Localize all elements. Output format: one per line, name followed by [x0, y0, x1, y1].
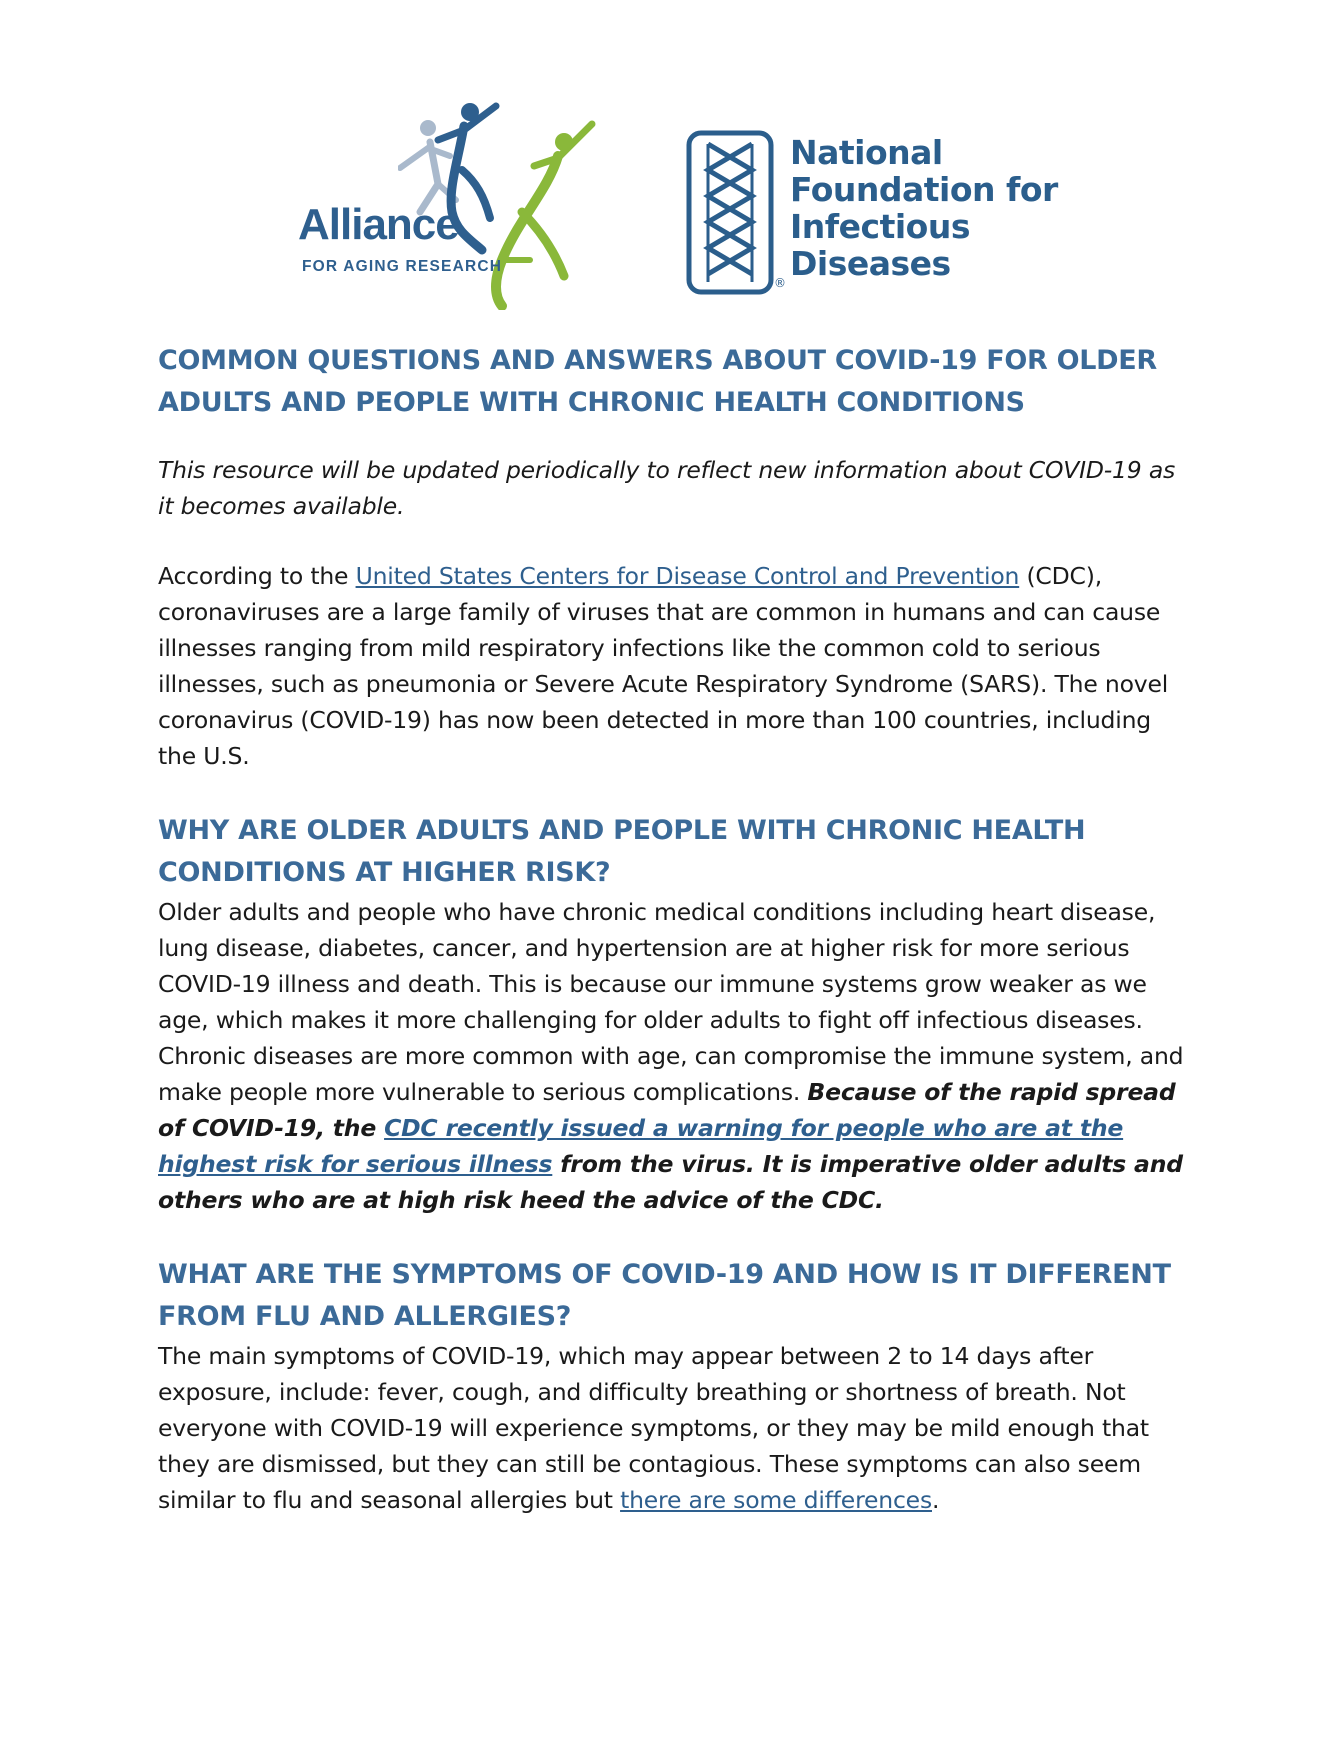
risk-paragraph [158, 894, 1188, 1218]
alliance-for-aging-research-logo [298, 100, 628, 310]
intro-paragraph [158, 558, 1188, 774]
risk-emphasis-start: Because of the rapid spread of COVID-19, the [158, 1078, 1176, 1142]
risk-text: Older adults and people who have chronic medical conditions including heart disease, lung disease, diabetes, cancer, and hypertension are at higher risk for more serious COVID-19 illness and death. This is because our immune systems grow weaker as we age, which makes it more challenging for older adults to fight off infectious diseases. Chronic diseases are more common with age, can compromise the immune system, and make people more vulnerable to serious complications. [158, 898, 1184, 1106]
nfid-wordmark [790, 134, 1058, 282]
page-title: COMMON QUESTIONS AND ANSWERS ABOUT COVID-19 FOR OLDER ADULTS AND PEOPLE WITH CHRONIC HEALTH CONDITIONS [158, 345, 1157, 418]
section-heading-risk: WHY ARE OLDER ADULTS AND PEOPLE WITH CHRONIC HEALTH CONDITIONS AT HIGHER RISK? [158, 815, 1086, 888]
symptoms-paragraph [158, 1338, 1188, 1518]
alliance-wordmark: Alliance [298, 200, 459, 249]
logo-header [0, 100, 1343, 310]
cdc-link[interactable]: United States Centers for Disease Control and Prevention [355, 562, 1020, 590]
differences-link[interactable]: there are some differences [620, 1486, 932, 1514]
update-note: This resource will be updated periodically to reflect new information about COVID-19 as it becomes available. [158, 456, 1176, 520]
registered-mark: ® [774, 276, 786, 290]
cdc-warning-link[interactable]: CDC recently issued a warning for people who are at the highest risk for serious illness [158, 1114, 1124, 1178]
dna-helix-icon [686, 130, 774, 295]
alliance-subtitle: FOR AGING RESEARCH [302, 258, 503, 275]
risk-emphasis-end: from the virus. It is imperative older adults and others who are at high risk heed the advice of the CDC. [158, 1150, 1183, 1214]
symptoms-text-end: . [932, 1486, 940, 1514]
intro-text-start: According to the [158, 562, 356, 590]
nfid-line: Foundation for [790, 170, 1058, 209]
nfid-line: National [790, 133, 943, 172]
symptoms-text: The main symptoms of COVID-19, which may appear between 2 to 14 days after exposure, include: fever, cough, and difficulty breathing or shortness of breath. Not everyone with COVID-19 will experience symptoms, or they may be mild enough that they are dismissed, but they can still be contagious. These symptoms can also seem similar to flu and seasonal allergies but [158, 1342, 1149, 1514]
document-body [158, 340, 1188, 1518]
section-heading-symptoms: WHAT ARE THE SYMPTOMS OF COVID-19 AND HOW IS IT DIFFERENT FROM FLU AND ALLERGIES? [158, 1259, 1171, 1332]
nfid-logo [686, 130, 1066, 300]
intro-text-end: (CDC), coronaviruses are a large family of viruses that are common in humans and can cause illnesses ranging from mild respiratory infections like the common cold to serious illnesses, such as pneumonia or Severe Acute Respiratory Syndrome (SARS). The novel coronavirus (COVID-19) has now been detected in more than 100 countries, including the U.S. [158, 562, 1169, 770]
nfid-line: Infectious [790, 207, 970, 246]
nfid-line: Diseases [790, 244, 951, 283]
